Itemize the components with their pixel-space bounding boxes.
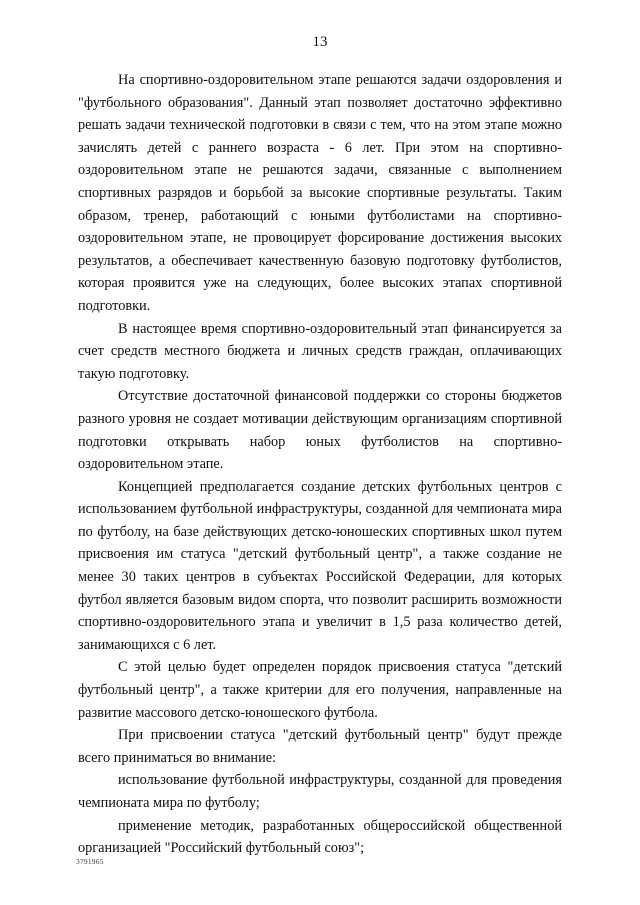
page-number: 13 (312, 34, 328, 50)
paragraph: Отсутствие достаточной финансовой поддержки со стороны бюджетов разного уровня не создает мотивации действующим организациям спортивной подготовки открывать набор юных футболистов на спортивно-оздоровительном этапе. (78, 388, 562, 473)
paragraph: В настоящее время спортивно-оздоровительный этап финансируется за счет средств местного бюджета и личных средств граждан, оплачивающих такую подготовку. (78, 320, 562, 382)
paragraph: При присвоении статуса "детский футбольный центр" будут прежде всего приниматься во внимание: (78, 727, 562, 766)
paragraph: С этой целью будет определен порядок присвоения статуса "детский футбольный центр", а также критерии для его получения, направленные на развитие массового детско-юношеского футбола. (78, 659, 562, 721)
paragraph: Концепцией предполагается создание детских футбольных центров с использованием футбольной инфраструктуры, созданной для чемпионата мира по футболу, на базе действующих детско-юношеских спортивных школ путем присвоения им статуса "детский футбольный центр", а также создание не менее 30 таких центров в субъектах Российской Федерации, для которых футбол является базовым видом спорта, что позволит расширить возможности спортивно-оздоровительного этапа и увеличит в 1,5 раза количество детей, занимающихся с 6 лет. (78, 478, 562, 653)
list-item: применение методик, разработанных общероссийской общественной организацией "Российский футбольный союз"; (78, 817, 562, 857)
document-body (78, 69, 562, 860)
list-item: использование футбольной инфраструктуры, созданной для проведения чемпионата мира по футболу; (78, 772, 562, 811)
paragraph: На спортивно-оздоровительном этапе решаются задачи оздоровления и "футбольного образования". Данный этап позволяет достаточно эффективно решать задачи технической подготовки в связи с тем, что на этом этапе можно зачислять детей с раннего возраста - 6 лет. При этом на спортивно-оздоровительном этапе не решаются задачи, связанные с выполнением спортивных разрядов и борьбой за высокие спортивные результаты. Таким образом, тренер, работающий с юными футболистами на спортивно-оздоровительном этапе, не провоцирует форсирование достижения высоких результатов, а обеспечивает качественную базовую подготовку футболистов, которая проявится уже на следующих, более высоких этапах спортивной подготовки. (78, 72, 562, 314)
document-code: 3791965 (76, 857, 104, 866)
